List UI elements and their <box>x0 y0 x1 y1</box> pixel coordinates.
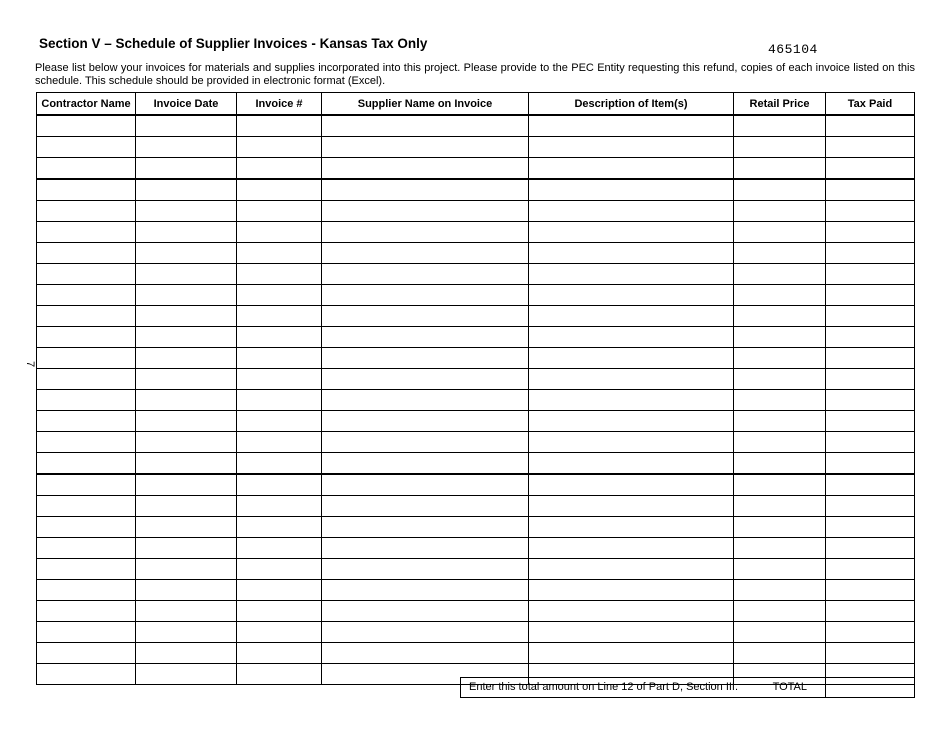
column-header-retail-price: Retail Price <box>734 93 826 116</box>
cell-invoice-number[interactable] <box>237 264 322 285</box>
cell-retail-price[interactable] <box>734 369 826 390</box>
cell-invoice-date[interactable] <box>136 390 237 411</box>
cell-invoice-number[interactable] <box>237 222 322 243</box>
cell-contractor-name[interactable] <box>37 622 136 643</box>
section-title: Section V – Schedule of Supplier Invoices - Kansas Tax Only <box>39 36 428 51</box>
cell-invoice-number[interactable] <box>237 115 322 137</box>
cell-invoice-number[interactable] <box>237 601 322 622</box>
cell-supplier-name[interactable] <box>322 643 529 664</box>
table-row <box>37 453 915 475</box>
cell-invoice-number[interactable] <box>237 158 322 180</box>
cell-supplier-name[interactable] <box>322 327 529 348</box>
table-row <box>37 390 915 411</box>
cell-retail-price[interactable] <box>734 137 826 158</box>
cell-invoice-date[interactable] <box>136 369 237 390</box>
cell-invoice-date[interactable] <box>136 222 237 243</box>
cell-tax-paid[interactable] <box>826 348 915 369</box>
cell-description[interactable] <box>529 222 734 243</box>
table-row <box>37 179 915 201</box>
cell-contractor-name[interactable] <box>37 369 136 390</box>
cell-supplier-name[interactable] <box>322 285 529 306</box>
cell-supplier-name[interactable] <box>322 390 529 411</box>
cell-tax-paid[interactable] <box>826 559 915 580</box>
table-row <box>37 643 915 664</box>
cell-description[interactable] <box>529 517 734 538</box>
cell-description[interactable] <box>529 201 734 222</box>
cell-retail-price[interactable] <box>734 622 826 643</box>
cell-contractor-name[interactable] <box>37 559 136 580</box>
table-row <box>37 622 915 643</box>
cell-retail-price[interactable] <box>734 580 826 601</box>
cell-invoice-date[interactable] <box>136 158 237 180</box>
cell-contractor-name[interactable] <box>37 601 136 622</box>
cell-description[interactable] <box>529 179 734 201</box>
total-amount-field[interactable] <box>825 678 914 697</box>
cell-contractor-name[interactable] <box>37 474 136 496</box>
cell-retail-price[interactable] <box>734 179 826 201</box>
cell-invoice-number[interactable] <box>237 453 322 475</box>
column-header-description: Description of Item(s) <box>529 93 734 116</box>
cell-invoice-number[interactable] <box>237 390 322 411</box>
column-header-invoice-date: Invoice Date <box>136 93 237 116</box>
cell-invoice-date[interactable] <box>136 474 237 496</box>
cell-tax-paid[interactable] <box>826 601 915 622</box>
cell-contractor-name[interactable] <box>37 496 136 517</box>
table-row <box>37 517 915 538</box>
cell-invoice-date[interactable] <box>136 559 237 580</box>
cell-tax-paid[interactable] <box>826 496 915 517</box>
table-row <box>37 369 915 390</box>
cell-invoice-date[interactable] <box>136 622 237 643</box>
cell-description[interactable] <box>529 643 734 664</box>
cell-supplier-name[interactable] <box>322 411 529 432</box>
cell-tax-paid[interactable] <box>826 453 915 475</box>
cell-description[interactable] <box>529 601 734 622</box>
cell-description[interactable] <box>529 622 734 643</box>
invoice-schedule-table <box>36 92 915 685</box>
table-row <box>37 559 915 580</box>
cell-supplier-name[interactable] <box>322 432 529 453</box>
cell-supplier-name[interactable] <box>322 517 529 538</box>
cell-tax-paid[interactable] <box>826 474 915 496</box>
cell-invoice-date[interactable] <box>136 327 237 348</box>
cell-retail-price[interactable] <box>734 285 826 306</box>
cell-tax-paid[interactable] <box>826 580 915 601</box>
cell-supplier-name[interactable] <box>322 538 529 559</box>
total-row <box>460 677 915 698</box>
table-row <box>37 137 915 158</box>
cell-contractor-name[interactable] <box>37 411 136 432</box>
margin-mark: 7 <box>24 360 37 368</box>
cell-contractor-name[interactable] <box>37 243 136 264</box>
table-row <box>37 601 915 622</box>
cell-retail-price[interactable] <box>734 115 826 137</box>
cell-invoice-date[interactable] <box>136 243 237 264</box>
cell-contractor-name[interactable] <box>37 201 136 222</box>
cell-description[interactable] <box>529 348 734 369</box>
cell-invoice-date[interactable] <box>136 306 237 327</box>
cell-supplier-name[interactable] <box>322 306 529 327</box>
cell-retail-price[interactable] <box>734 601 826 622</box>
cell-contractor-name[interactable] <box>37 264 136 285</box>
cell-tax-paid[interactable] <box>826 369 915 390</box>
cell-supplier-name[interactable] <box>322 201 529 222</box>
table-row <box>37 411 915 432</box>
table-row <box>37 285 915 306</box>
cell-supplier-name[interactable] <box>322 496 529 517</box>
cell-tax-paid[interactable] <box>826 432 915 453</box>
cell-retail-price[interactable] <box>734 222 826 243</box>
cell-invoice-date[interactable] <box>136 538 237 559</box>
cell-tax-paid[interactable] <box>826 243 915 264</box>
cell-tax-paid[interactable] <box>826 264 915 285</box>
cell-supplier-name[interactable] <box>322 158 529 180</box>
cell-tax-paid[interactable] <box>826 158 915 180</box>
cell-invoice-number[interactable] <box>237 622 322 643</box>
cell-contractor-name[interactable] <box>37 643 136 664</box>
cell-invoice-date[interactable] <box>136 201 237 222</box>
cell-tax-paid[interactable] <box>826 622 915 643</box>
cell-retail-price[interactable] <box>734 264 826 285</box>
cell-contractor-name[interactable] <box>37 306 136 327</box>
cell-invoice-date[interactable] <box>136 496 237 517</box>
column-header-invoice-number: Invoice # <box>237 93 322 116</box>
table-body <box>37 115 915 685</box>
cell-invoice-number[interactable] <box>237 559 322 580</box>
column-header-supplier-name: Supplier Name on Invoice <box>322 93 529 116</box>
cell-invoice-date[interactable] <box>136 115 237 137</box>
column-header-tax-paid: Tax Paid <box>826 93 915 116</box>
total-label: TOTAL <box>772 681 807 693</box>
table-row <box>37 306 915 327</box>
table-row <box>37 432 915 453</box>
cell-invoice-date[interactable] <box>136 137 237 158</box>
cell-tax-paid[interactable] <box>826 285 915 306</box>
cell-contractor-name[interactable] <box>37 115 136 137</box>
cell-description[interactable] <box>529 158 734 180</box>
cell-contractor-name[interactable] <box>37 538 136 559</box>
cell-supplier-name[interactable] <box>322 601 529 622</box>
table-row <box>37 474 915 496</box>
cell-description[interactable] <box>529 559 734 580</box>
cell-invoice-number[interactable] <box>237 432 322 453</box>
column-header-contractor-name: Contractor Name <box>37 93 136 116</box>
cell-description[interactable] <box>529 390 734 411</box>
cell-invoice-number[interactable] <box>237 243 322 264</box>
cell-invoice-date[interactable] <box>136 432 237 453</box>
cell-invoice-number[interactable] <box>237 517 322 538</box>
cell-tax-paid[interactable] <box>826 538 915 559</box>
cell-invoice-date[interactable] <box>136 643 237 664</box>
cell-description[interactable] <box>529 264 734 285</box>
cell-contractor-name[interactable] <box>37 453 136 475</box>
table-row <box>37 158 915 180</box>
cell-retail-price[interactable] <box>734 432 826 453</box>
cell-contractor-name[interactable] <box>37 580 136 601</box>
cell-description[interactable] <box>529 243 734 264</box>
cell-tax-paid[interactable] <box>826 390 915 411</box>
cell-invoice-number[interactable] <box>237 474 322 496</box>
cell-contractor-name[interactable] <box>37 137 136 158</box>
cell-description[interactable] <box>529 432 734 453</box>
cell-invoice-number[interactable] <box>237 496 322 517</box>
cell-contractor-name[interactable] <box>37 664 136 685</box>
cell-description[interactable] <box>529 327 734 348</box>
cell-retail-price[interactable] <box>734 243 826 264</box>
cell-supplier-name[interactable] <box>322 222 529 243</box>
cell-contractor-name[interactable] <box>37 179 136 201</box>
cell-description[interactable] <box>529 306 734 327</box>
table-row <box>37 327 915 348</box>
cell-description[interactable] <box>529 538 734 559</box>
cell-contractor-name[interactable] <box>37 517 136 538</box>
cell-invoice-number[interactable] <box>237 285 322 306</box>
cell-invoice-number[interactable] <box>237 201 322 222</box>
cell-retail-price[interactable] <box>734 201 826 222</box>
cell-contractor-name[interactable] <box>37 158 136 180</box>
table-row <box>37 243 915 264</box>
cell-supplier-name[interactable] <box>322 453 529 475</box>
cell-invoice-date[interactable] <box>136 601 237 622</box>
cell-retail-price[interactable] <box>734 158 826 180</box>
cell-description[interactable] <box>529 474 734 496</box>
cell-supplier-name[interactable] <box>322 474 529 496</box>
cell-tax-paid[interactable] <box>826 115 915 137</box>
cell-description[interactable] <box>529 115 734 137</box>
cell-tax-paid[interactable] <box>826 306 915 327</box>
cell-contractor-name[interactable] <box>37 285 136 306</box>
cell-retail-price[interactable] <box>734 390 826 411</box>
cell-description[interactable] <box>529 285 734 306</box>
cell-invoice-date[interactable] <box>136 285 237 306</box>
cell-supplier-name[interactable] <box>322 179 529 201</box>
cell-description[interactable] <box>529 411 734 432</box>
cell-tax-paid[interactable] <box>826 327 915 348</box>
cell-invoice-date[interactable] <box>136 411 237 432</box>
cell-invoice-number[interactable] <box>237 538 322 559</box>
cell-contractor-name[interactable] <box>37 432 136 453</box>
form-number: 465104 <box>768 42 818 57</box>
table-row <box>37 115 915 137</box>
cell-invoice-number[interactable] <box>237 137 322 158</box>
table-row <box>37 580 915 601</box>
cell-contractor-name[interactable] <box>37 390 136 411</box>
cell-invoice-number[interactable] <box>237 179 322 201</box>
cell-retail-price[interactable] <box>734 538 826 559</box>
cell-invoice-date[interactable] <box>136 580 237 601</box>
cell-retail-price[interactable] <box>734 643 826 664</box>
cell-invoice-date[interactable] <box>136 453 237 475</box>
cell-tax-paid[interactable] <box>826 411 915 432</box>
cell-invoice-date[interactable] <box>136 264 237 285</box>
cell-tax-paid[interactable] <box>826 137 915 158</box>
cell-invoice-date[interactable] <box>136 664 237 685</box>
cell-retail-price[interactable] <box>734 327 826 348</box>
cell-invoice-number[interactable] <box>237 306 322 327</box>
table-row <box>37 348 915 369</box>
cell-supplier-name[interactable] <box>322 348 529 369</box>
cell-retail-price[interactable] <box>734 496 826 517</box>
cell-invoice-date[interactable] <box>136 517 237 538</box>
cell-invoice-number[interactable] <box>237 327 322 348</box>
cell-invoice-number[interactable] <box>237 369 322 390</box>
cell-supplier-name[interactable] <box>322 580 529 601</box>
table-row <box>37 496 915 517</box>
cell-contractor-name[interactable] <box>37 327 136 348</box>
cell-description[interactable] <box>529 369 734 390</box>
cell-retail-price[interactable] <box>734 474 826 496</box>
cell-supplier-name[interactable] <box>322 243 529 264</box>
table-row <box>37 264 915 285</box>
cell-contractor-name[interactable] <box>37 222 136 243</box>
cell-invoice-number[interactable] <box>237 411 322 432</box>
cell-supplier-name[interactable] <box>322 115 529 137</box>
table-row <box>37 538 915 559</box>
cell-supplier-name[interactable] <box>322 559 529 580</box>
cell-retail-price[interactable] <box>734 306 826 327</box>
total-instruction: Enter this total amount on Line 12 of Part D, Section III. <box>469 681 739 693</box>
table-header-row <box>37 93 915 116</box>
cell-supplier-name[interactable] <box>322 264 529 285</box>
cell-invoice-date[interactable] <box>136 179 237 201</box>
table-row <box>37 201 915 222</box>
cell-tax-paid[interactable] <box>826 643 915 664</box>
cell-retail-price[interactable] <box>734 559 826 580</box>
cell-tax-paid[interactable] <box>826 201 915 222</box>
cell-retail-price[interactable] <box>734 348 826 369</box>
cell-supplier-name[interactable] <box>322 137 529 158</box>
cell-invoice-number[interactable] <box>237 580 322 601</box>
cell-supplier-name[interactable] <box>322 369 529 390</box>
cell-invoice-number[interactable] <box>237 664 322 685</box>
cell-contractor-name[interactable] <box>37 348 136 369</box>
cell-description[interactable] <box>529 137 734 158</box>
cell-invoice-number[interactable] <box>237 643 322 664</box>
cell-description[interactable] <box>529 580 734 601</box>
cell-invoice-number[interactable] <box>237 348 322 369</box>
instructions-text: Please list below your invoices for materials and supplies incorporated into this project. Please provide to the PEC Entity requesting this refund, copies of each invoice listed on this schedule. This schedule should be provided in electronic format (Excel). <box>35 62 915 87</box>
total-note-cell <box>461 678 825 697</box>
cell-supplier-name[interactable] <box>322 622 529 643</box>
cell-retail-price[interactable] <box>734 411 826 432</box>
cell-description[interactable] <box>529 496 734 517</box>
table-row <box>37 222 915 243</box>
cell-tax-paid[interactable] <box>826 517 915 538</box>
cell-retail-price[interactable] <box>734 517 826 538</box>
cell-invoice-date[interactable] <box>136 348 237 369</box>
cell-tax-paid[interactable] <box>826 179 915 201</box>
cell-retail-price[interactable] <box>734 453 826 475</box>
cell-description[interactable] <box>529 453 734 475</box>
cell-tax-paid[interactable] <box>826 222 915 243</box>
